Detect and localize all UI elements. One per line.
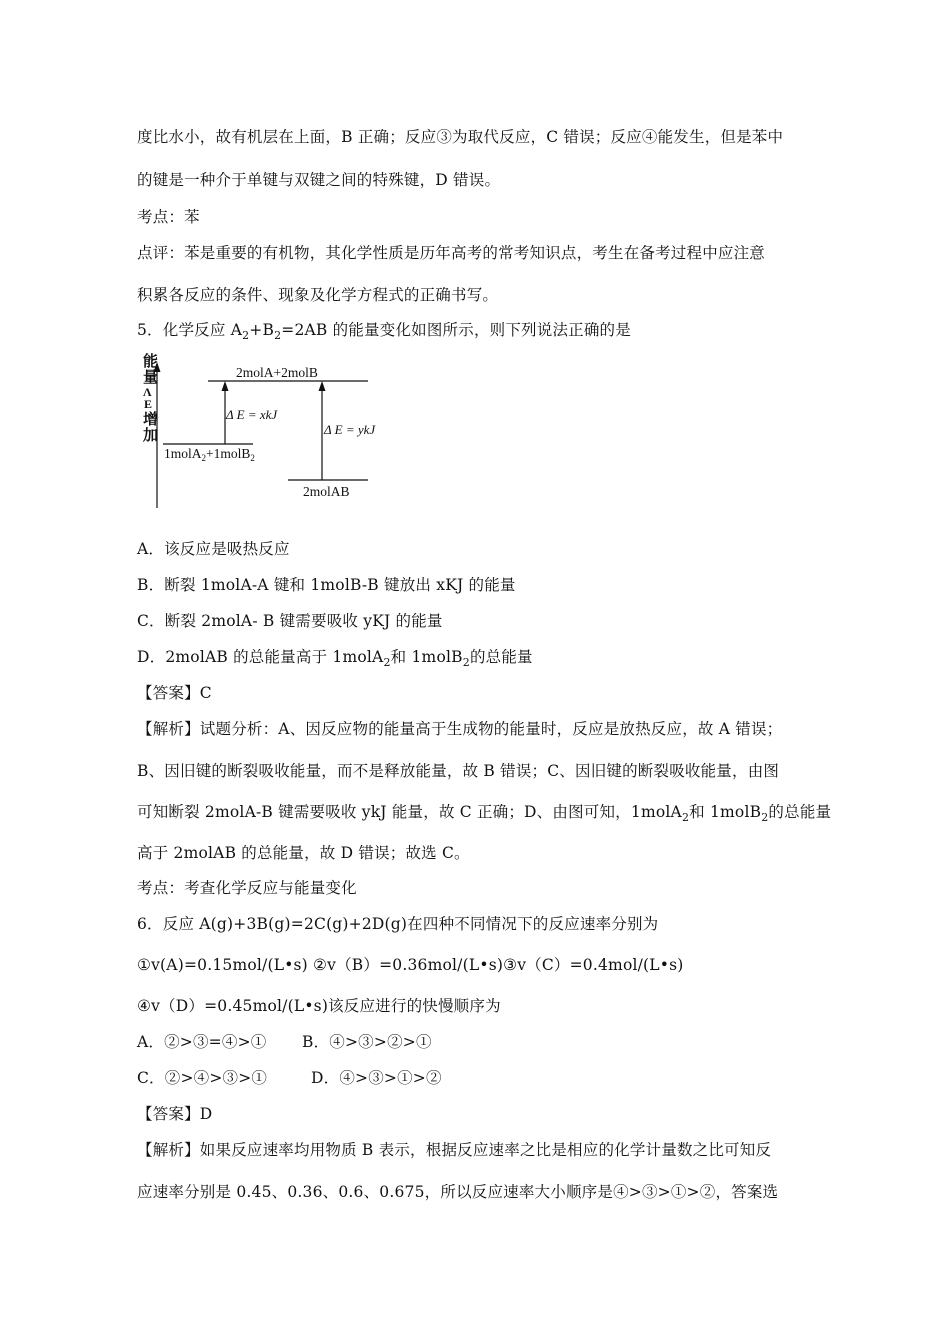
q5-stem: 5．化学反应 $A_2+B_2=2AB$ 的能量变化如图所示，则下列说法正确的是 <box>137 321 631 343</box>
arrow-x-head <box>222 381 229 391</box>
q6-rates-2: ④v（D）=0.45mol/(L•s)该反应进行的快慢顺序为 <box>137 997 501 1015</box>
label-left-level: 1molA$_2$+1molB$_2$ <box>164 446 255 463</box>
y-label-5: 加 <box>143 428 159 444</box>
q5-option-c: C．断裂 2molA- B 键需要吸收 yKJ 的能量 <box>137 612 443 630</box>
q6-option-d: D．④>③>①>② <box>311 1069 442 1087</box>
y-label-4: 增 <box>143 412 159 428</box>
q6-answer: 【答案】D <box>137 1105 213 1123</box>
label-bottom-level: 2molAB <box>303 484 350 499</box>
q5-option-b: B．断裂 1molA-A 键和 1molB-B 键放出 xKJ 的能量 <box>137 576 516 594</box>
y-label-1: 量 <box>143 370 159 386</box>
energy-diagram <box>140 350 390 510</box>
delta-x-label: Δ E = xkJ <box>226 407 278 422</box>
dianping-2: 积累各反应的条件、现象及化学方程式的正确书写。 <box>137 286 499 304</box>
q6-option-b: B．④>③>②>① <box>302 1033 432 1051</box>
q5-analysis-1: 【解析】试题分析：A、因反应物的能量高于生成物的能量时，反应是放热反应，故 A 错误； <box>137 720 783 738</box>
q6-analysis-1: 【解析】如果反应速率均用物质 B 表示，根据反应速率之比是相应的化学计量数之比可知反 <box>137 1141 772 1159</box>
q5-analysis-4: 高于 2molAB 的总能量，故 D 错误；故选 C。 <box>137 844 470 862</box>
y-axis-label <box>142 352 158 444</box>
q6-option-a: A．②>③=④>① <box>137 1033 267 1051</box>
q5-kaodian: 考点：考查化学反应与能量变化 <box>137 879 357 897</box>
q5-option-a: A．该反应是吸热反应 <box>137 540 290 558</box>
q6-option-c: C．②>④>③>① <box>137 1069 268 1087</box>
line-prev-2: 的键是一种介于单键与双键之间的特殊键，D 错误。 <box>137 171 501 189</box>
q5-analysis-3: 可知断裂 2molA-B 键需要吸收 ykJ 能量，故 C 正确；D、由图可知，1molA$_2$和 1molB$_2$的总能量 <box>137 803 832 825</box>
dianping-1: 点评：苯是重要的有机物，其化学性质是历年高考的常考知识点，考生在备考过程中应注意 <box>137 244 766 262</box>
q6-stem: 6．反应 A(g)+3B(g)=2C(g)+2D(g)在四种不同情况下的反应速率分别为 <box>137 915 659 933</box>
y-label-2: Λ <box>143 385 152 399</box>
kaodian-prev: 考点：苯 <box>137 208 200 226</box>
q6-rates-1: ①v(A)=0.15mol/(L•s) ②v（B）=0.36mol/(L•s)③v（C）=0.4mol/(L•s) <box>137 956 684 974</box>
line-prev-1: 度比水小，故有机层在上面，B 正确；反应③为取代反应，C 错误；反应④能发生，但是苯中 <box>137 128 784 146</box>
q5-option-d: D．2molAB 的总能量高于 1molA$_2$和 1molB$_2$的总能量 <box>137 648 533 670</box>
label-top-level: 2molA+2molB <box>236 365 318 380</box>
q5-analysis-2: B、因旧键的断裂吸收能量，而不是释放能量，故 B 错误；C、因旧键的断裂吸收能量，由图 <box>137 762 780 780</box>
y-label-3: E <box>144 397 153 411</box>
delta-y-label: Δ E = ykJ <box>324 422 376 437</box>
q5-answer: 【答案】C <box>137 684 212 702</box>
arrow-y-head <box>319 381 326 391</box>
y-label-0: 能 <box>143 354 159 370</box>
q6-analysis-2: 应速率分别是 0.45、0.36、0.6、0.675，所以反应速率大小顺序是④>③>①>②，答案选 <box>137 1183 779 1201</box>
